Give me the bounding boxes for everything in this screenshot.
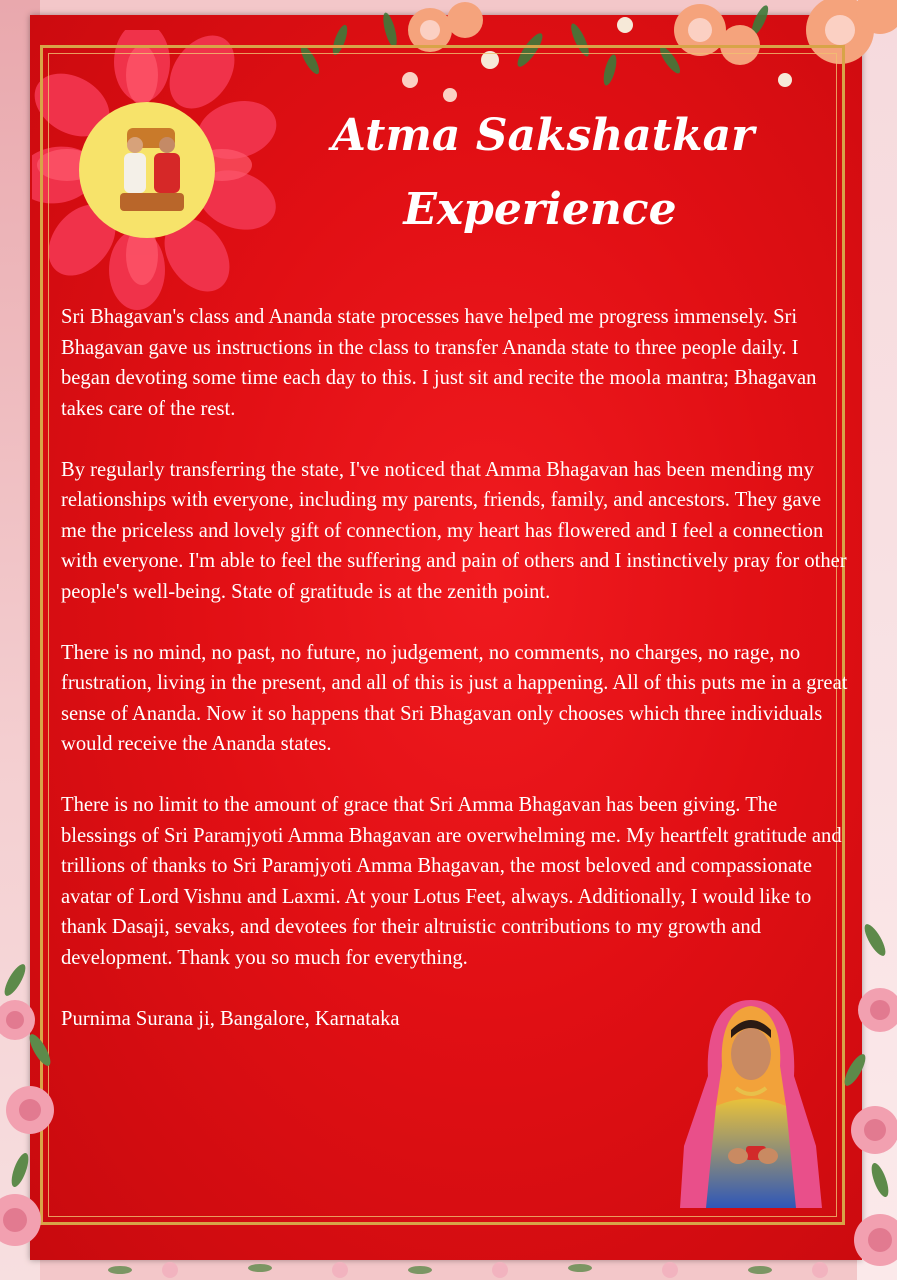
paragraph-1: Sri Bhagavan's class and Ananda state processes have helped me progress immensely. Sri Bhagavan gave us instructions in the class to transfer Ananda state to three people daily. I began devoting some time each day to this. I just sit and recite the moola mantra; Bhagavan takes care of the rest. [61,306,817,420]
title-line-2: Experience [403,184,677,235]
page-title [330,108,790,238]
title-line-1: Atma Sakshatkar [331,110,755,161]
devotee-portrait [676,996,826,1208]
bottom-left-floral-decoration [0,940,70,1280]
bottom-floral-strip [60,1258,860,1280]
paragraph-2: By regularly transferring the state, I've noticed that Amma Bhagavan has been mending my relationships with everyone, including my parents, friends, family, and ancestors. They gave me the priceless and lovely gift of connection, my heart has flowered and I feel a connection with everyone. I'm able to feel the suffering and pain of others and I instinctively pray for other people's well-being. State of gratitude is at the zenith point. [61,458,847,603]
paragraph-4: There is no limit to the amount of grace that Sri Amma Bhagavan has been giving. The blessings of Sri Paramjyoti Amma Bhagavan are overwhelming me. My heartfelt gratitude and trillions of thanks to Sri Paramjyoti Amma Bhagavan, the most beloved and compassionate avatar of Lord Vishnu and Laxmi. At your Lotus Feet, always. Additionally, I would like to thank Dasaji, sevaks, and devotees for their altruistic contributions to my growth and development. Thank you so much for everything. [61,794,842,969]
signature: Purnima Surana ji, Bangalore, Karnataka [61,1007,400,1030]
testimonial-body [61,302,851,1034]
paragraph-3: There is no mind, no past, no future, no judgement, no comments, no charges, no rage, no frustration, living in the present, and all of this is just a happening. All of this puts me in a great sense of Ananda. Now it so happens that Sri Bhagavan only chooses which three individuals would receive the Ananda states. [61,641,848,755]
